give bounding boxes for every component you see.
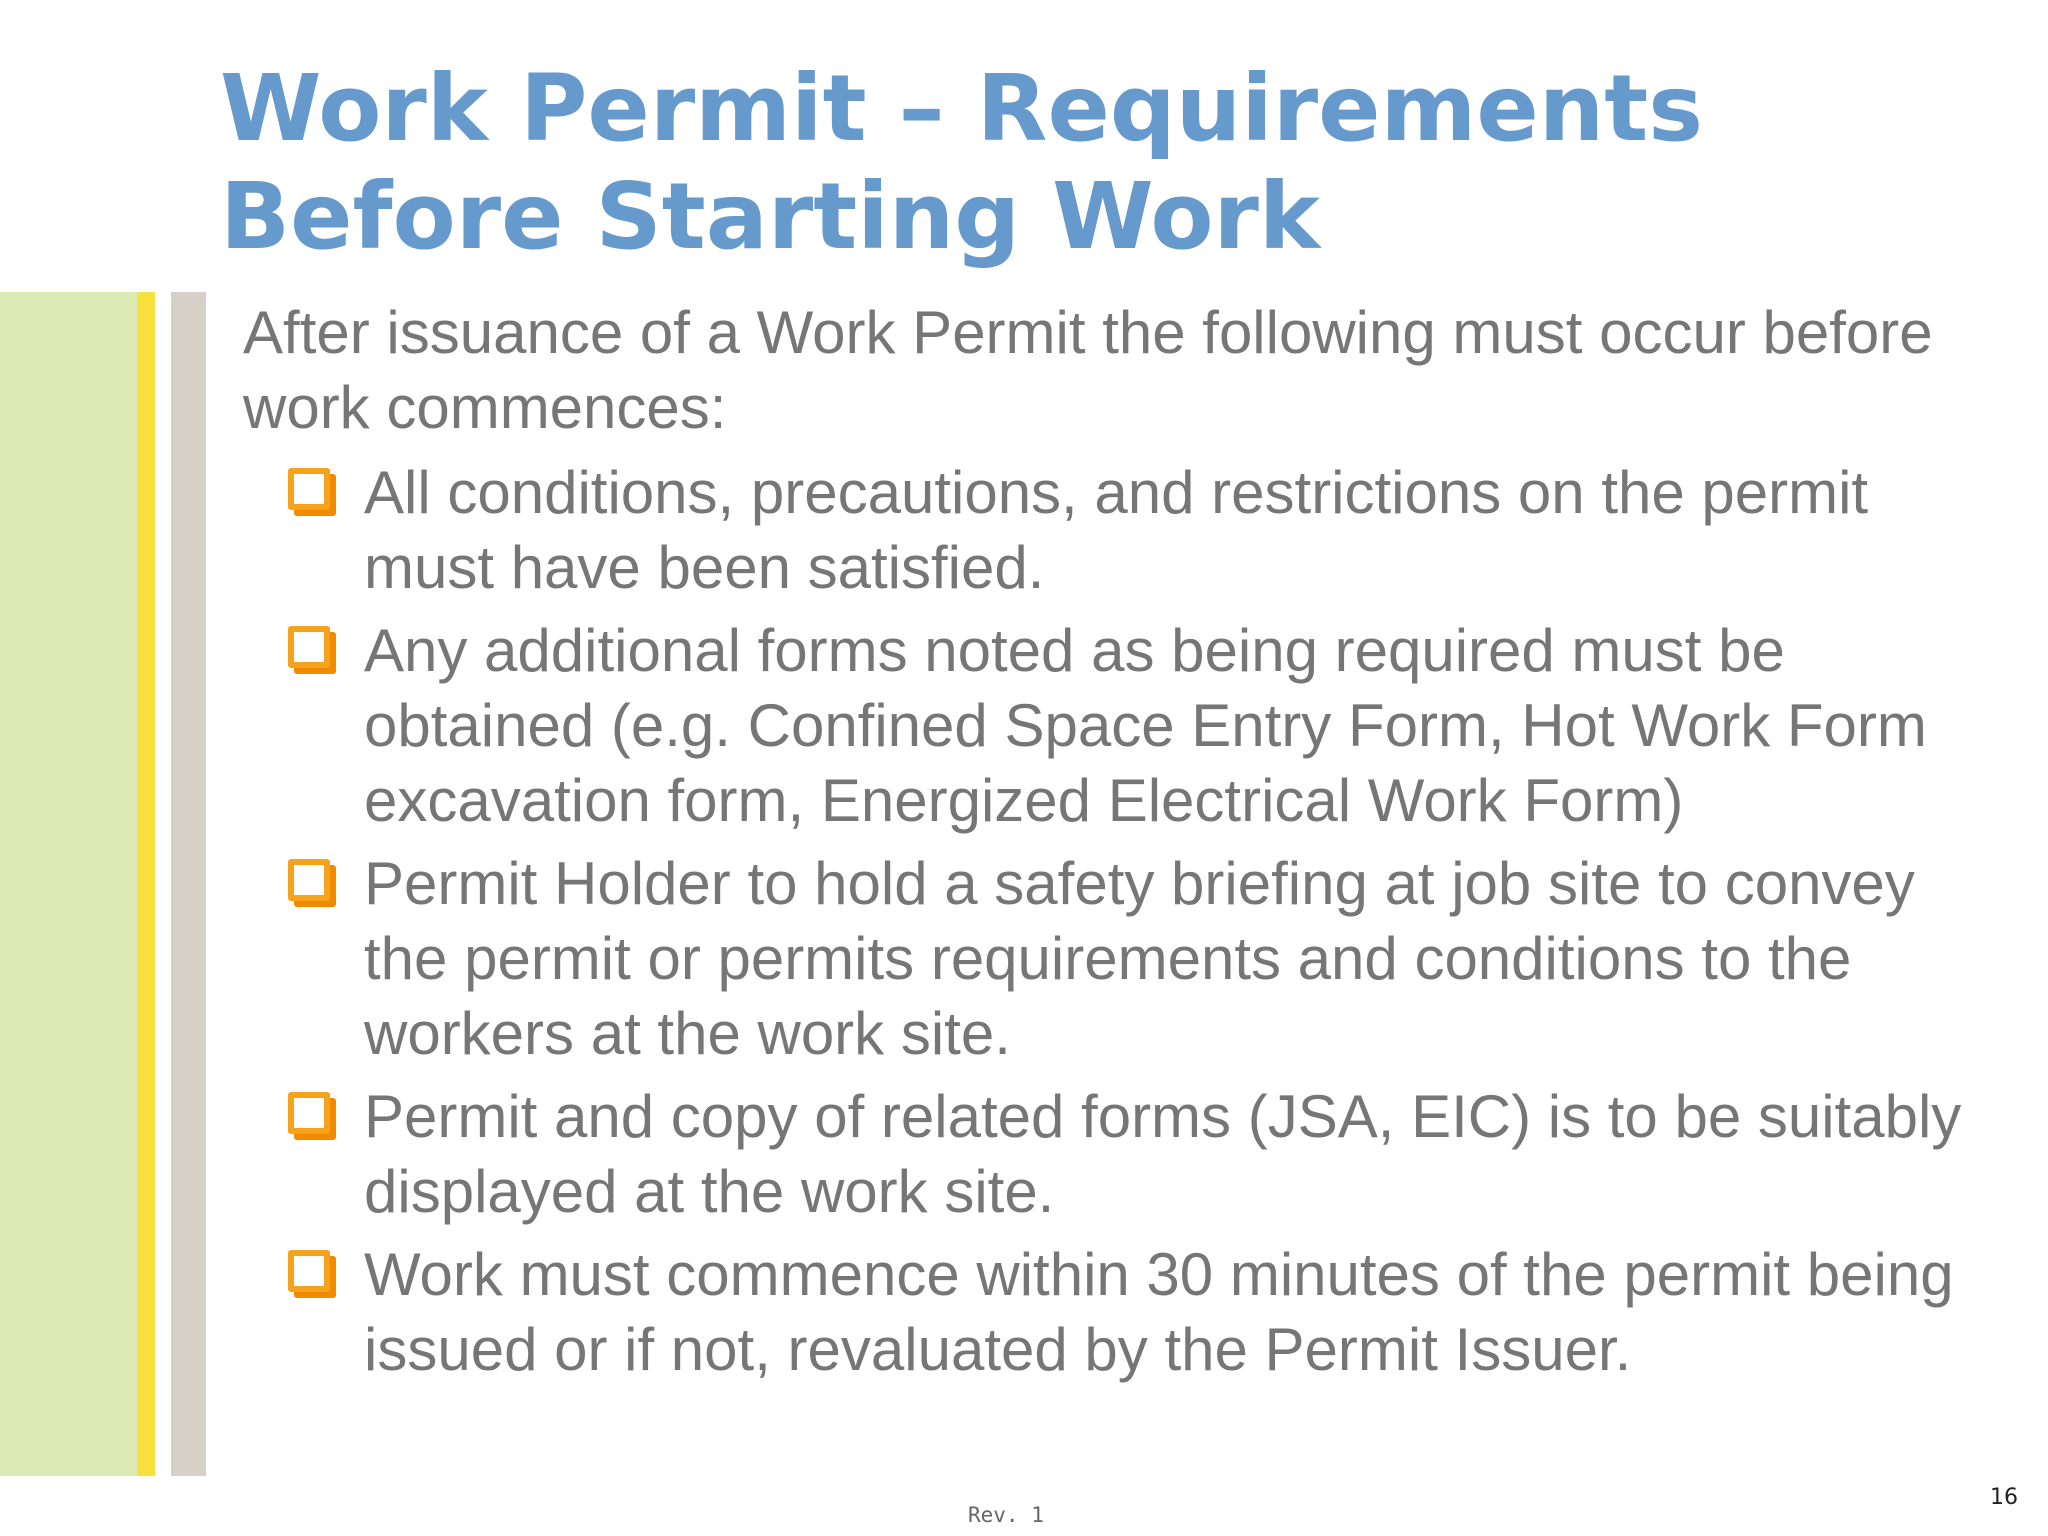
list-item-text: Any additional forms noted as being required must be obtained (e.g. Confined Space Entry Form, Hot Work Form excavation form, Energized Electrical Work Form) — [364, 617, 1927, 834]
list-item-text: Permit and copy of related forms (JSA, EIC) is to be suitably displayed at the work site. — [364, 1083, 1962, 1225]
decorative-grey-bar — [171, 292, 206, 1476]
checkbox-icon — [288, 626, 330, 668]
list-item — [243, 1237, 1983, 1387]
decorative-green-bar — [0, 292, 137, 1476]
list-item — [243, 455, 1983, 605]
slide-title-line-1: Work Permit – Requirements — [220, 55, 1704, 162]
checkbox-icon — [288, 859, 330, 901]
decorative-bar-gap — [155, 292, 171, 1476]
list-item — [243, 613, 1983, 838]
page-number: 16 — [1990, 1485, 2018, 1510]
list-item-text: Work must commence within 30 minutes of the permit being issued or if not, revaluated by the Permit Issuer. — [364, 1241, 1954, 1383]
revision-label: Rev. 1 — [968, 1503, 1044, 1527]
list-item — [243, 1079, 1983, 1229]
list-item — [243, 846, 1983, 1071]
decorative-yellow-bar — [137, 292, 155, 1476]
list-item-text: All conditions, precautions, and restrictions on the permit must have been satisfied. — [364, 459, 1869, 601]
requirements-list — [243, 455, 1983, 1387]
checkbox-icon — [288, 1092, 330, 1134]
slide-body — [243, 295, 1983, 1395]
checkbox-icon — [288, 1250, 330, 1292]
list-item-text: Permit Holder to hold a safety briefing at job site to convey the permit or permits requirements and conditions to the workers at the work site. — [364, 850, 1915, 1067]
slide-title-line-2: Before Starting Work — [220, 163, 1321, 270]
slide-title — [220, 55, 2000, 271]
intro-text: After issuance of a Work Permit the following must occur before work commences: — [243, 299, 1933, 441]
checkbox-icon — [288, 468, 330, 510]
